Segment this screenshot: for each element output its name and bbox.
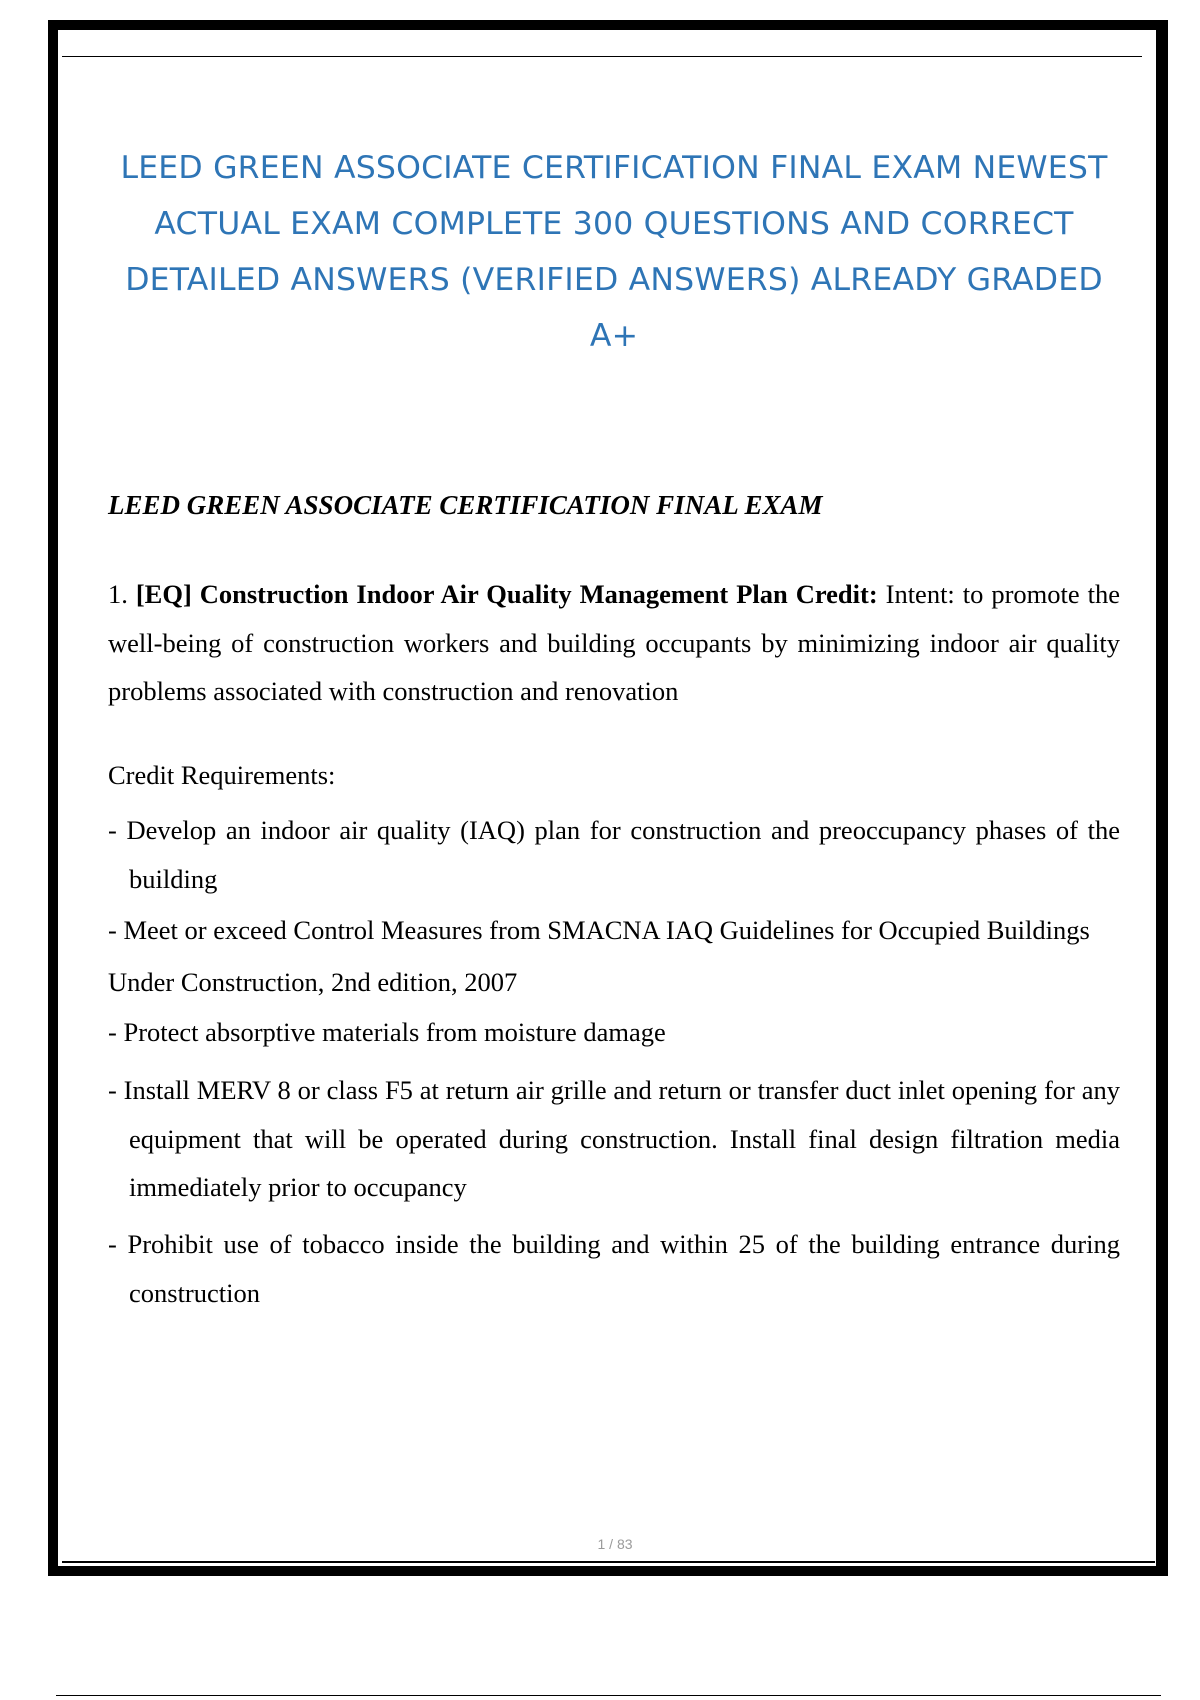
section-heading: LEED GREEN ASSOCIATE CERTIFICATION FINAL EXAM — [108, 490, 823, 520]
document-title: LEED GREEN ASSOCIATE CERTIFICATION FINAL EXAM NEWEST ACTUAL EXAM COMPLETE 300 QUESTIONS AND CORRECT DETAILED ANSWERS (VERIFIED ANSWERS) ALREADY GRADED A+ — [120, 150, 1108, 354]
requirement-item: - Meet or exceed Control Measures from SMACNA IAQ Guidelines for Occupied Buildings Under Construction, 2nd edition, 2007 — [108, 915, 1090, 997]
requirement-item: - Protect absorptive materials from moisture damage — [108, 1017, 666, 1047]
page-indicator: 1 / 83 — [597, 1536, 633, 1552]
question-answer: Intent: to promote the well-being of construction workers and building occupants by minimizing indoor air quality problems associated with construction and renovation — [108, 579, 1120, 706]
footer-rule — [62, 1561, 1155, 1563]
requirement-item: - Install MERV 8 or class F5 at return air grille and return or transfer duct inlet opening for any equipment that will be operated during construction. Install final design filtration media immediately prior to occupancy — [108, 1075, 1120, 1202]
question-1 — [108, 570, 1120, 716]
question-number: 1. — [108, 579, 128, 609]
requirement-item: - Develop an indoor air quality (IAQ) plan for construction and preoccupancy phases of the building — [108, 815, 1120, 894]
question-prompt: [EQ] Construction Indoor Air Quality Management Plan Credit: — [135, 579, 878, 609]
header-rule — [62, 56, 1142, 57]
requirements-heading: Credit Requirements: — [108, 760, 336, 790]
next-page-rule — [56, 1695, 1161, 1696]
requirement-item: - Prohibit use of tobacco inside the building and within 25 of the building entrance during construction — [108, 1229, 1120, 1308]
